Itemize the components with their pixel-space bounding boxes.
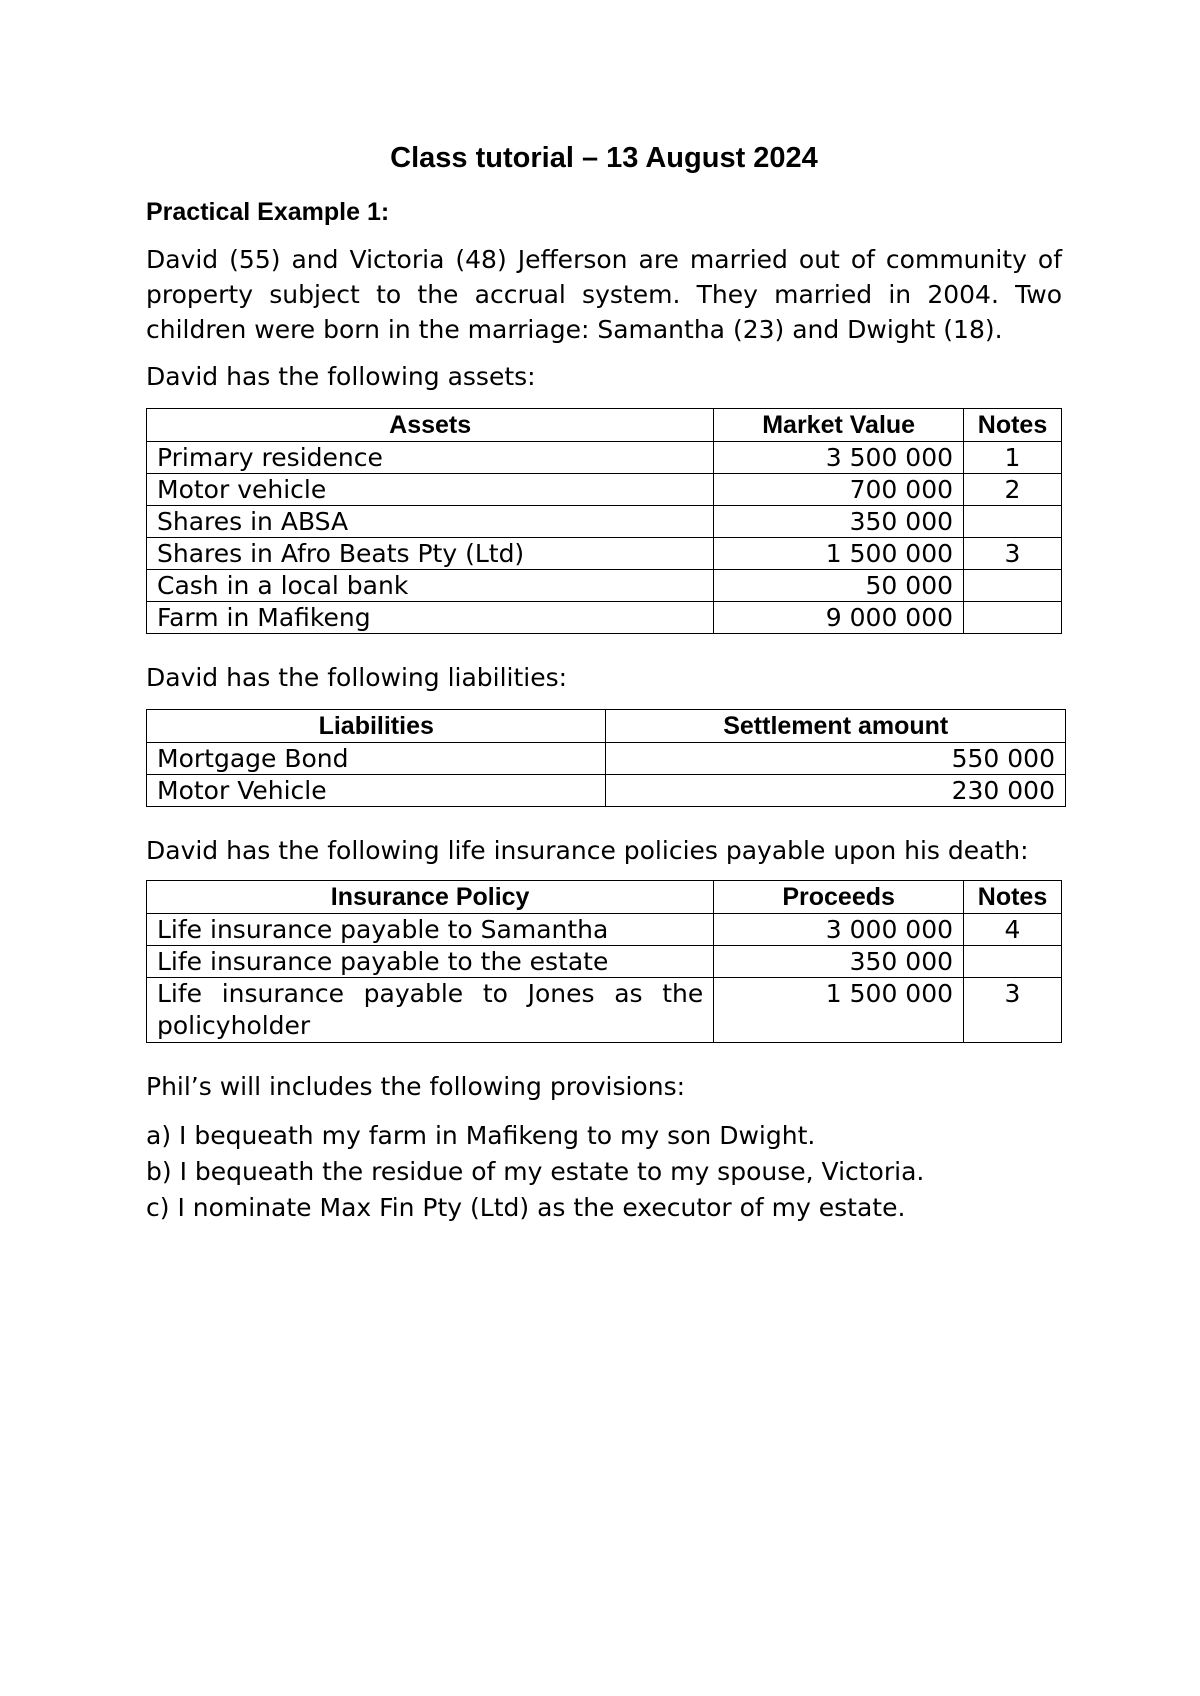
liabilities-lead: David has the following liabilities:: [146, 663, 568, 692]
asset-name: Shares in Afro Beats Pty (Ltd): [147, 538, 714, 570]
table-row: [147, 775, 1066, 807]
market-value: 1 500 000: [714, 538, 964, 570]
liability-name: Motor Vehicle: [147, 775, 606, 807]
insurance-table: [146, 880, 1062, 1043]
asset-name: Shares in ABSA: [147, 506, 714, 538]
market-value: 3 500 000: [714, 442, 964, 474]
will-lead: Phil’s will includes the following provisions:: [146, 1072, 686, 1101]
asset-name: Cash in a local bank: [147, 570, 714, 602]
assets-table: [146, 408, 1062, 634]
table-header-row: [147, 881, 1062, 914]
table-row: [147, 474, 1062, 506]
column-header: Insurance Policy: [147, 881, 714, 914]
market-value: 700 000: [714, 474, 964, 506]
column-header: Liabilities: [147, 710, 606, 743]
market-value: 350 000: [714, 506, 964, 538]
market-value: 50 000: [714, 570, 964, 602]
column-header: Notes: [964, 881, 1062, 914]
note-ref: 4: [964, 914, 1062, 946]
column-header: Notes: [964, 409, 1062, 442]
market-value: 9 000 000: [714, 602, 964, 634]
column-header: Settlement amount: [606, 710, 1066, 743]
settlement-amount: 550 000: [606, 743, 1066, 775]
document-page: [146, 140, 1104, 1226]
table-row: [147, 506, 1062, 538]
note-ref: [964, 506, 1062, 538]
table-row: [147, 914, 1062, 946]
document-title: Class tutorial – 13 August 2024: [390, 142, 818, 174]
table-row: [147, 978, 1062, 1043]
column-header: Market Value: [714, 409, 964, 442]
table-row: [147, 570, 1062, 602]
table-row: [147, 442, 1062, 474]
proceeds: 1 500 000: [714, 978, 964, 1043]
settlement-amount: 230 000: [606, 775, 1066, 807]
note-ref: [964, 602, 1062, 634]
note-ref: 3: [964, 538, 1062, 570]
assets-lead: David has the following assets:: [146, 362, 536, 391]
list-item: b) I bequeath the residue of my estate to my spouse, Victoria.: [146, 1157, 925, 1186]
liabilities-table: [146, 709, 1066, 807]
table-row: [147, 946, 1062, 978]
table-header-row: [147, 710, 1066, 743]
table-header-row: [147, 409, 1062, 442]
proceeds: 350 000: [714, 946, 964, 978]
policy-name: Life insurance payable to Samantha: [147, 914, 714, 946]
asset-name: Farm in Mafikeng: [147, 602, 714, 634]
table-row: [147, 743, 1066, 775]
table-row: [147, 538, 1062, 570]
note-ref: 1: [964, 442, 1062, 474]
liability-name: Mortgage Bond: [147, 743, 606, 775]
list-item: a) I bequeath my farm in Mafikeng to my son Dwight.: [146, 1121, 816, 1150]
column-header: Assets: [147, 409, 714, 442]
table-row: [147, 602, 1062, 634]
proceeds: 3 000 000: [714, 914, 964, 946]
list-item: c) I nominate Max Fin Pty (Ltd) as the executor of my estate.: [146, 1193, 906, 1222]
policy-name: Life insurance payable to the estate: [147, 946, 714, 978]
asset-name: Primary residence: [147, 442, 714, 474]
asset-name: Motor vehicle: [147, 474, 714, 506]
intro-paragraph: David (55) and Victoria (48) Jefferson are married out of community of property subject to the accrual system. They married in 2004. Two children were born in the marriage: Samantha (23) and Dwight (18).: [146, 245, 1062, 344]
column-header: Proceeds: [714, 881, 964, 914]
note-ref: 3: [964, 978, 1062, 1043]
example-heading: Practical Example 1:: [146, 198, 390, 226]
note-ref: 2: [964, 474, 1062, 506]
insurance-lead: David has the following life insurance policies payable upon his death:: [146, 836, 1029, 865]
note-ref: [964, 570, 1062, 602]
note-ref: [964, 946, 1062, 978]
policy-name: Life insurance payable to Jones as the policyholder: [147, 978, 714, 1043]
will-provisions: [146, 1118, 1104, 1226]
